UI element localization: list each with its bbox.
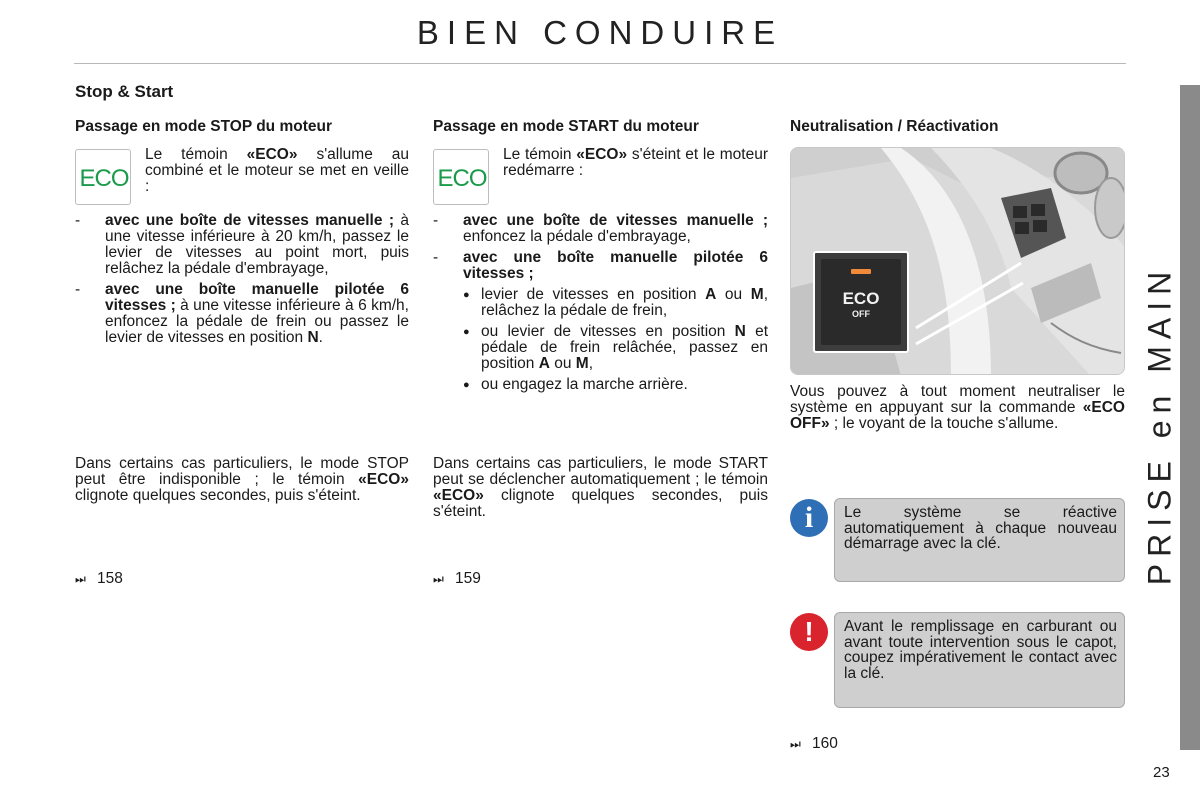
- intro-text-bold: «ECO»: [246, 146, 298, 163]
- intro-text-part: Le témoin: [145, 146, 247, 163]
- list-dash: -: [75, 281, 81, 298]
- list-item-rest: enfoncez la pédale d'embrayage,: [463, 228, 691, 245]
- intro-text-part: Le témoin: [503, 146, 577, 163]
- note-part: Dans certains cas particuliers, le mode STOP peut être indisponible ; le témoin: [75, 455, 409, 488]
- intro-block: [433, 147, 768, 205]
- eco-indicator-label: ECO: [79, 165, 129, 192]
- eco-button-label: ECO: [842, 289, 880, 308]
- column-heading: Neutralisation / Réactivation: [790, 118, 999, 135]
- note-part: clignote quelques secondes, puis s'éteint.: [433, 487, 768, 520]
- skip-forward-icon: ⏭: [790, 737, 801, 751]
- list-item: [75, 213, 409, 277]
- skip-forward-icon: ⏭: [75, 572, 86, 586]
- bullet-text: [481, 324, 768, 372]
- list-item-rest: .: [318, 329, 323, 346]
- list-item-bold: N: [307, 329, 319, 346]
- bullet-part: ou engagez la marche arrière.: [481, 376, 688, 393]
- list-item-rest: à une vitesse inférieure à 20 km/h, passez le levier de vitesses au point mort, puis relâchez la pédale d'embrayage,: [105, 212, 409, 277]
- skip-forward-icon: ⏭: [433, 572, 444, 586]
- eco-led-indicator: [851, 269, 871, 274]
- page-title: BIEN CONDUIRE: [416, 14, 784, 51]
- note-paragraph: [433, 456, 768, 520]
- list-dash: -: [433, 212, 439, 229]
- bullet-text: [481, 377, 768, 393]
- warning-icon: !: [790, 613, 828, 651]
- side-tab-bar: [1180, 85, 1200, 750]
- neutralisation-part: ; le voyant de la touche s'allume.: [829, 415, 1059, 432]
- instruction-list: [433, 213, 768, 393]
- page-reference-number: 158: [97, 570, 123, 587]
- title-divider: [74, 63, 1126, 64]
- bullet-bold: M: [750, 286, 764, 303]
- note-part: clignote quelques secondes, puis s'éteint.: [75, 487, 361, 504]
- intro-text: [503, 147, 768, 179]
- list-item-rest: à une vitesse inférieure à 6 km/h, enfoncez la pédale de frein ou passez le levier de vitesses en position: [105, 297, 409, 346]
- list-item: [75, 282, 409, 346]
- list-item-bold: avec une boîte manuelle pilotée 6 vitesses ;: [105, 281, 409, 314]
- bullet-item: [463, 287, 768, 319]
- eco-off-button-face: [821, 259, 901, 345]
- column-start-mode: [433, 117, 769, 587]
- eco-indicator-icon: [75, 149, 131, 205]
- list-item: [433, 213, 768, 245]
- list-dash: -: [75, 212, 81, 229]
- bullet-item: [463, 324, 768, 372]
- list-item-text: [105, 213, 409, 277]
- bullet-dot-icon: ●: [463, 289, 470, 301]
- page-reference-link[interactable]: [75, 570, 123, 588]
- section-title: Stop & Start: [75, 82, 174, 101]
- info-callout: Le système se réactive automatiquement à chaque nouveau démarrage avec la clé.: [834, 498, 1125, 582]
- bullet-bold: M: [575, 355, 589, 372]
- list-dash: -: [433, 249, 439, 266]
- column-heading: Passage en mode STOP du moteur: [75, 118, 332, 135]
- intro-text: [145, 147, 409, 195]
- intro-text-part: s'éteint et le moteur redémarre :: [503, 146, 768, 179]
- column-stop-mode: [75, 117, 409, 587]
- neutralisation-text: [790, 384, 1125, 432]
- note-bold: «ECO»: [433, 487, 484, 504]
- page-reference-link[interactable]: [433, 570, 481, 588]
- eco-indicator-icon: [433, 149, 489, 205]
- page-reference-link[interactable]: [790, 735, 838, 753]
- list-item-bold: avec une boîte manuelle pilotée 6 vitesses ;: [463, 249, 768, 282]
- eco-indicator-label: ECO: [437, 165, 487, 192]
- neutralisation-bold: «ECO OFF»: [790, 399, 1125, 432]
- list-item-bold: avec une boîte de vitesses manuelle ;: [463, 212, 768, 229]
- bullet-part: ou: [549, 355, 576, 372]
- bullet-part: ou levier de vitesses en position: [481, 323, 735, 340]
- page-number: 23: [1153, 764, 1170, 781]
- intro-block: [75, 147, 409, 205]
- dashboard-photo: [790, 147, 1125, 375]
- bullet-part: et pédale de frein relâchée, passez en position: [481, 323, 768, 372]
- neutralisation-part: Vous pouvez à tout moment neutraliser le système en appuyant sur la commande: [790, 383, 1125, 416]
- page-reference-number: 160: [812, 735, 838, 752]
- note-part: Dans certains cas particuliers, le mode START peut se déclencher automatiquement ; le témoin: [433, 455, 768, 488]
- page-reference-number: 159: [455, 570, 481, 587]
- list-item: [433, 250, 768, 282]
- bullet-text: [481, 287, 768, 319]
- bullet-dot-icon: ●: [463, 379, 470, 391]
- bullet-part: ou: [716, 286, 751, 303]
- bullet-bold: A: [538, 355, 550, 372]
- bullet-item: [463, 377, 768, 393]
- off-button-label: OFF: [852, 309, 870, 319]
- bullet-dot-icon: ●: [463, 326, 470, 338]
- eco-off-button[interactable]: [813, 251, 909, 353]
- intro-text-part: s'allume au combiné et le moteur se met en veille :: [145, 146, 409, 195]
- warning-callout: Avant le remplissage en carburant ou avant toute intervention sous le capot, coupez impérativement le contact avec la clé.: [834, 612, 1125, 708]
- column-neutralisation: [790, 117, 1125, 752]
- note-paragraph: [75, 456, 409, 504]
- bullet-bold: N: [734, 323, 746, 340]
- intro-text-bold: «ECO»: [576, 146, 628, 163]
- list-item-text: [105, 282, 409, 346]
- bullet-part: , relâchez la pédale de frein,: [481, 286, 769, 319]
- sub-bullet-list: [463, 287, 768, 393]
- bullet-bold: A: [705, 286, 717, 303]
- note-bold: «ECO»: [358, 471, 409, 488]
- bullet-part: ,: [588, 355, 594, 372]
- list-item-text: [463, 213, 768, 245]
- info-icon: i: [790, 499, 828, 537]
- list-item-bold: avec une boîte de vitesses manuelle ;: [105, 212, 394, 229]
- list-item-text: [463, 250, 768, 282]
- instruction-list: [75, 213, 409, 346]
- bullet-part: levier de vitesses en position: [481, 286, 706, 303]
- column-heading: Passage en mode START du moteur: [433, 118, 699, 135]
- side-tab-label: PRISE en MAIN: [1141, 264, 1178, 586]
